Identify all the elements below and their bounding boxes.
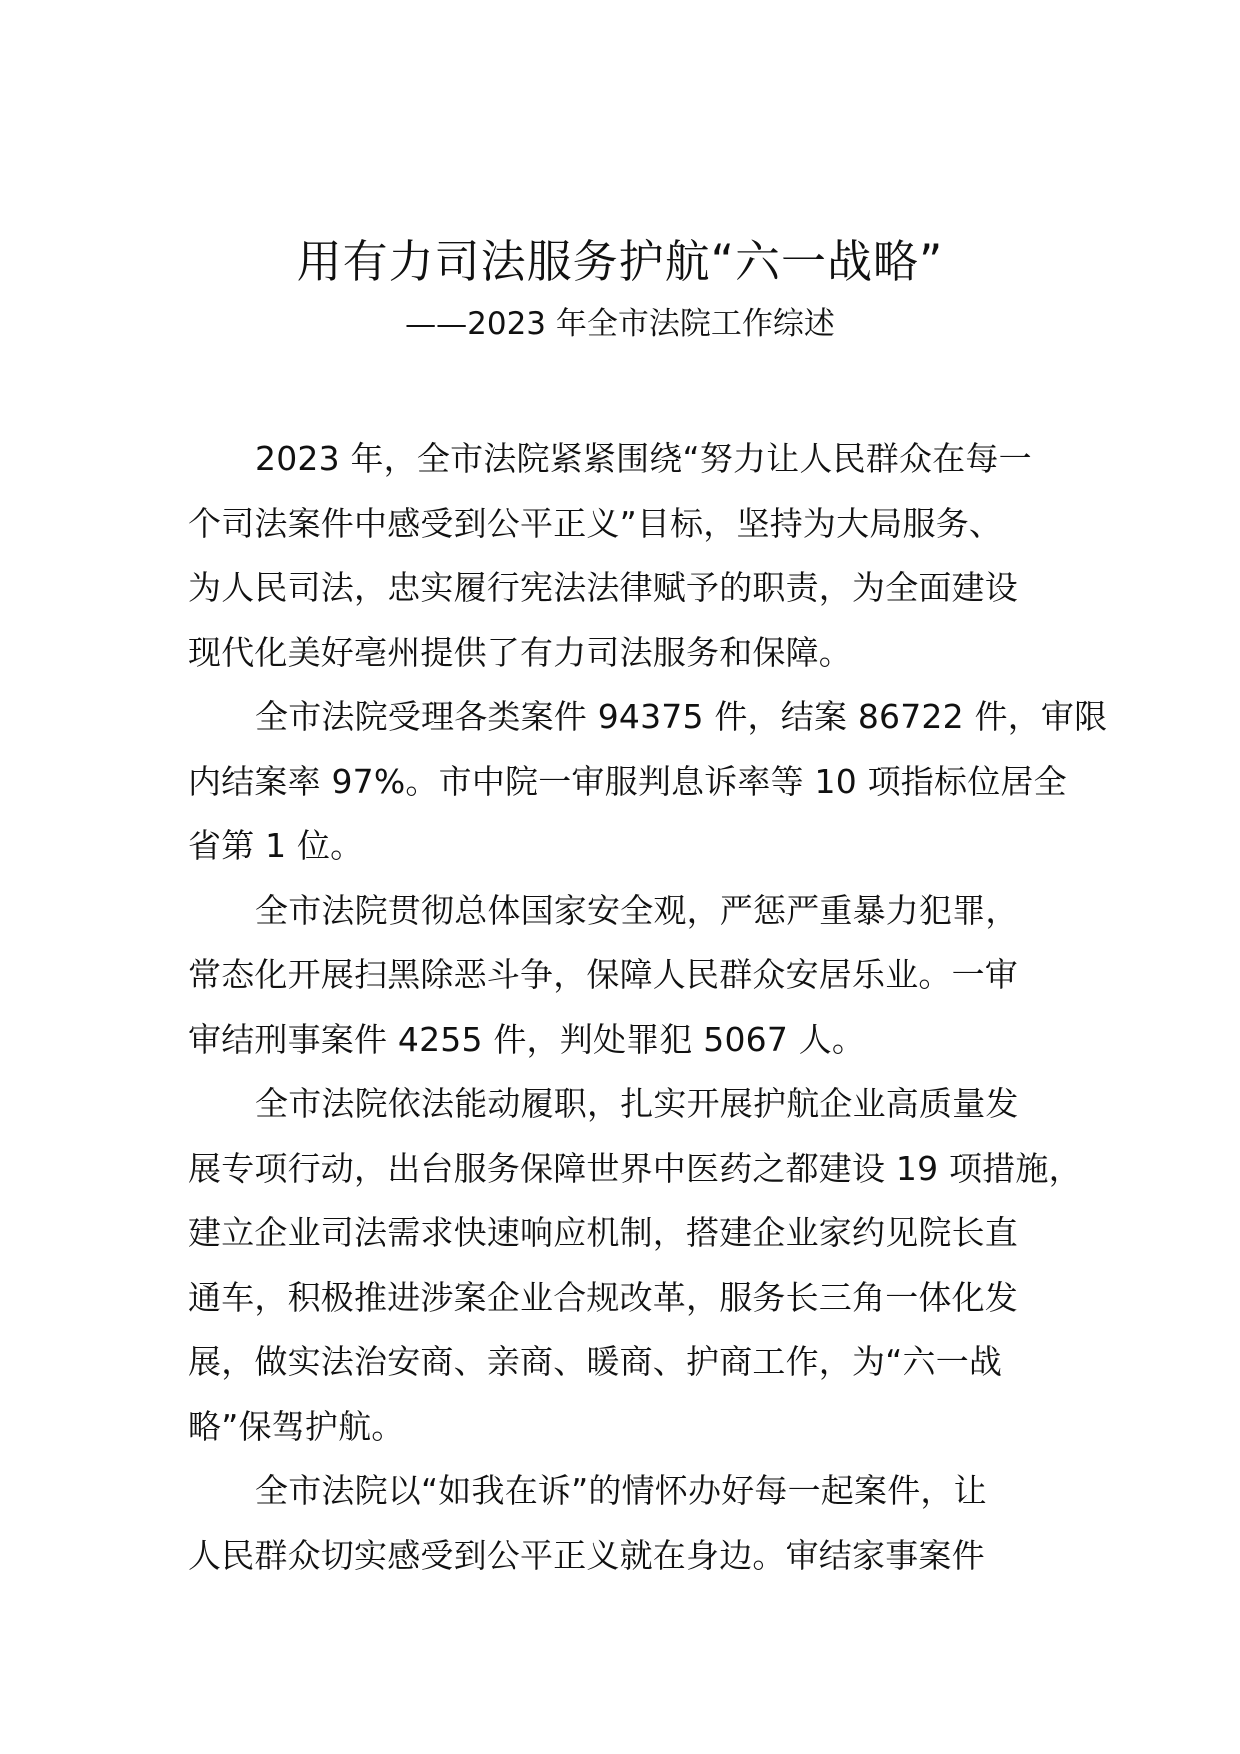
paragraph-4-line-4: 通车，积极推进涉案企业合规改革，服务长三角一体化发 [188, 1277, 1018, 1317]
paragraph-3-line-1: 全市法院贯彻总体国家安全观，严惩严重暴力犯罪， [255, 890, 1019, 930]
document-subtitle [0, 302, 1240, 346]
paragraph-3-line-2: 常态化开展扫黑除恶斗争，保障人民群众安居乐业。一审 [188, 955, 1018, 994]
paragraph-1-line-2: 个司法案件中感受到公平正义”目标，坚持为大局服务、 [188, 503, 1003, 543]
subtitle-dash: —— [405, 306, 468, 342]
paragraph-3-line-3: 审结刑事案件 4255 件，判处罪犯 5067 人。 [188, 1019, 866, 1059]
document-body [188, 427, 1108, 1588]
paragraph-4-line-1: 全市法院依法能动履职，扎实开展护航企业高质量发 [255, 1084, 1019, 1123]
paragraph-2-line-3: 省第 1 位。 [188, 826, 364, 865]
paragraph-5-line-2: 人民群众切实感受到公平正义就在身边。审结家事案件 [188, 1535, 985, 1575]
paragraph-2-line-1: 全市法院受理各类案件 94375 件，结案 86722 件，审限 [255, 697, 1108, 736]
paragraph-4-line-2: 展专项行动，出台服务保障世界中医药之都建设 19 项措施， [188, 1148, 1082, 1188]
document-title: 用有力司法服务护航“六一战略” [296, 235, 944, 288]
paragraph-1-line-1: 2023 年，全市法院紧紧围绕“努力让人民群众在每一 [255, 439, 1032, 478]
paragraph-2-line-2: 内结案率 97%。市中院一审服判息诉率等 10 项指标位居全 [188, 761, 1067, 801]
subtitle-text: 2023 年全市法院工作综述 [467, 306, 835, 342]
paragraph-5-line-1: 全市法院以“如我在诉”的情怀办好每一起案件，让 [255, 1471, 987, 1510]
paragraph-4-line-5: 展，做实法治安商、亲商、暖商、护商工作，为“六一战 [188, 1342, 1003, 1381]
paragraph-4-line-3: 建立企业司法需求快速响应机制，搭建企业家约见院长直 [188, 1213, 1018, 1252]
paragraph-4-line-6: 略”保驾护航。 [188, 1406, 405, 1446]
paragraph-1-line-4: 现代化美好亳州提供了有力司法服务和保障。 [188, 632, 852, 672]
paragraph-1-line-3: 为人民司法，忠实履行宪法法律赋予的职责，为全面建设 [188, 568, 1018, 607]
